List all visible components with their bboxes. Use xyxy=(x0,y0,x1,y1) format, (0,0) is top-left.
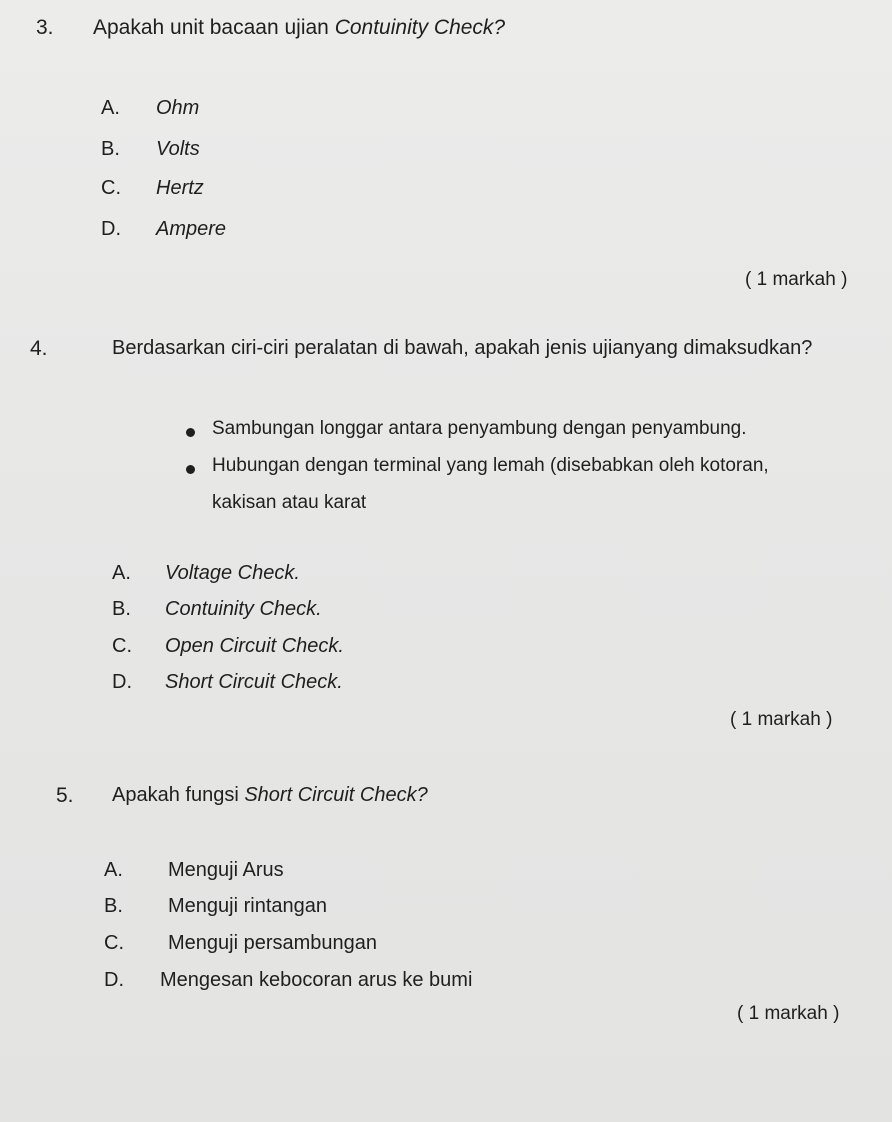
question-4-text: Berdasarkan ciri-ciri peralatan di bawah, apakah jenis ujianyang dimaksudkan? xyxy=(112,337,813,359)
bullet-item: Sambungan longgar antara penyambung dengan penyambung. xyxy=(212,418,747,439)
option-text: Volts xyxy=(156,138,200,160)
option-text: Voltage Check. xyxy=(165,562,300,584)
option-text: Ohm xyxy=(156,97,200,119)
option-letter: C. xyxy=(104,932,124,954)
bullet-item-continuation: kakisan atau karat xyxy=(212,492,367,513)
bullet-item: Hubungan dengan terminal yang lemah (disebabkan oleh kotoran, xyxy=(212,455,769,476)
option-letter: D. xyxy=(101,218,121,240)
bullet-icon xyxy=(186,428,195,437)
option-letter: B. xyxy=(104,895,123,917)
option-text: Open Circuit Check. xyxy=(165,635,344,657)
question-5-marks: ( 1 markah ) xyxy=(737,1003,840,1024)
option-letter: A. xyxy=(112,562,131,584)
option-text: Menguji Arus xyxy=(168,859,284,881)
question-3-text xyxy=(93,16,505,40)
option-text: Hertz xyxy=(156,177,204,199)
option-text: Ampere xyxy=(156,218,227,240)
question-4-number: 4. xyxy=(30,337,48,360)
question-4-marks: ( 1 markah ) xyxy=(730,709,833,730)
question-5-number: 5. xyxy=(56,784,74,807)
question-5-text-plain: Apakah fungsi xyxy=(112,784,245,806)
question-3-marks: ( 1 markah ) xyxy=(745,269,848,290)
option-text: Menguji persambungan xyxy=(168,932,378,954)
option-letter: D. xyxy=(104,969,124,991)
question-3-number: 3. xyxy=(36,16,54,39)
bullet-icon xyxy=(186,465,195,474)
question-5-text-italic: Short Circuit Check? xyxy=(244,784,428,806)
option-letter: D. xyxy=(112,671,132,693)
option-letter: B. xyxy=(101,138,120,160)
question-3-text-plain: Apakah unit bacaan ujian xyxy=(93,16,335,39)
option-letter: A. xyxy=(101,97,120,119)
option-text: Menguji rintangan xyxy=(168,895,327,917)
option-letter: B. xyxy=(112,598,131,620)
question-5-text xyxy=(112,784,428,807)
option-text: Short Circuit Check. xyxy=(165,671,343,693)
option-letter: C. xyxy=(112,635,132,657)
option-letter: C. xyxy=(101,177,121,199)
option-text: Mengesan kebocoran arus ke bumi xyxy=(160,969,473,991)
question-3-text-italic: Contuinity Check? xyxy=(334,16,506,39)
option-text: Contuinity Check. xyxy=(165,598,322,620)
option-letter: A. xyxy=(104,859,123,881)
